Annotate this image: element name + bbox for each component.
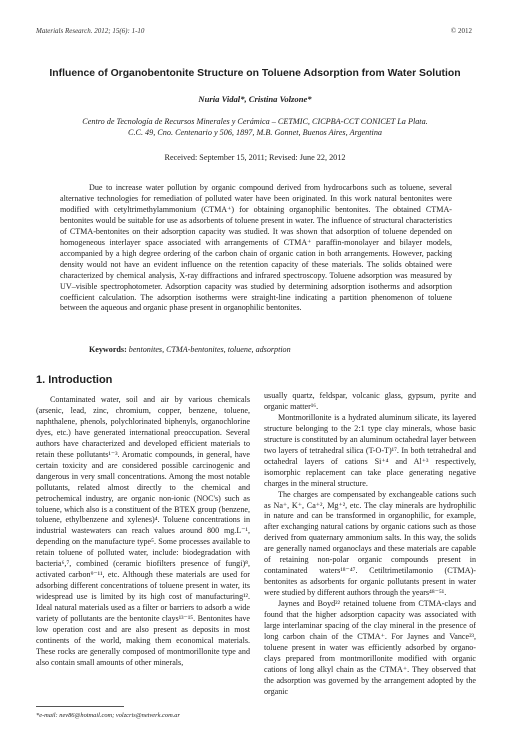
keywords-value: bentonites, CTMA-bentonites, toluene, adsorption (128, 345, 291, 354)
paragraph: usually quartz, feldspar, volcanic glass, gypsum, pyrite and organic matter¹⁶. (264, 391, 476, 411)
paragraph: Montmorillonite is a hydrated aluminum silicate, its layered structure belonging to the 2:1 type clay minerals, whose basic structure is constituted by an aluminum octahedral layer between two layers of tetrahedral silica (T-O-T)¹⁷. In both tetrahedral and octahedral layers of cations Si⁺⁴ and Al⁺³ respectively, isomorphic replacement can take place generating negative charges in the mineral structure. (264, 412, 476, 488)
affiliation-line-1: Centro de Tecnología de Recursos Minerales y Cerámica – CETMIC, CICPBA-CCT CONICET La Plata. (82, 117, 428, 126)
paragraph: Jaynes and Boyd²² retained toluene from CTMA-clays and found that the higher adsorption capacity was associated with large interlaminar spacing of the clay mineral in the presence of long carbon chain of the CTMA⁺. For Jaynes and Vance²³, toluene present in water was efficiently adsorbed by organo-clays prepared from montmorillonite modified with organic cations of long alkyl chain as the CTMA⁺. They observed that the adsorption was governed by the arrangement adopted by the organic (264, 599, 476, 696)
footnote-divider (36, 706, 124, 707)
keywords (89, 345, 291, 354)
authors: Nuria Vidal*, Cristina Volzone* (198, 94, 312, 104)
article-title: Influence of Organobentonite Structure on Toluene Adsorption from Water Solution (49, 68, 461, 79)
copyright-header: © 2012 (450, 27, 472, 35)
footnote-email: *e-mail: nev86@hotmail.com; volzcris@netverk.com.ar (36, 712, 180, 719)
abstract: Due to increase water pollution by organic compound derived from hydrocarbons such as toluene, several alternative technologies for remediation of polluted water have been originated. In this work natural bentonites were modified with cetyltrimethylammonium (CTMA⁺) for obtaining organophilic bentonites. The obtained CTMA-bentonites would be suitable for use as adsorbents of toluene present in water. The influence of structural characteristics of CTMA-bentonites on their adsorption capacity was studied. It was shown that adsorption of toluene depended on homogeneous interlayer space associated with arrangements of CTMA⁺ paraffin-monolayer and bilayer models, accompanied by a high degree ordering of the carbon chain of organic cation in both arrangements. However, packing density would not have an evident influence on the retention capacity of these materials. The solids obtained were characterized by chemical analysis, X-ray diffractions and infrared spectroscopy. Toluene adsorption was measured by UV–visible spectrophotometer. Adsorption capacity was studied by determining adsorption isotherms and adsorption coefficient calculation. The adsorption isotherms were straight-line indicating a partition phenomenon of toluene between the aqueous and organic phase present in organophilic bentonites. (60, 183, 452, 313)
keywords-label: Keywords: (89, 345, 127, 354)
section-heading: 1. Introduction (36, 374, 113, 386)
paragraph: Contaminated water, soil and air by various chemicals (arsenic, lead, zinc, chromium, copper, benzene, toluene, naphthalene, phenols, polychlorinated biphenyls, organochlorine dyes, etc.) have generated international preoccupation. Several authors have characterized and developed efficient materials to retain these pollutants¹⁻³. Aromatic compounds, in general, have certain toxicity and are considered possible carcinogenic and dangerous in very small concentrations. Among the most notable pollutants, related almost directly to the chemical and petrochemical industry, are organic non-ionic (NOC's) such as toluene, which also is a constituent of the BTEX group (benzene, toluene, ethylbenzene and xylenes)⁴. Toluene concentrations in industrial wastewaters can reach values around 800 mg.L⁻¹, depending on the manufacture type⁵. Some processes available to retain toluene of polluted water, include: biodegradation with bacteria⁶,⁷, combined (ceramic biofilters presence of fungi)⁸, activated carbon⁹⁻¹¹, etc. Although these materials are used for adsorbing different concentrations of toluene present in water, its widespread use is limited by its high cost of manufacturing¹². Ideal natural materials used as a filter or barriers to adsorb a wide variety of pollutants are the bentonite clays¹³⁻¹⁵. Bentonites have low operation cost and are also present as deposits in most continents of the world, making them economical materials. These rocks are generally composed of montmorillonite type and also contain small amounts of other minerals, (36, 395, 250, 667)
paragraph: The charges are compensated by exchangeable cations such as Na⁺, K⁺, Ca⁺², Mg⁺², etc. The clay minerals are hydrophilic in nature and can be transformed in organophilic, for example, after exchanging natural cations by organic cations such as those derived from quaternary ammonium salts. In this way, the solids are generally named organoclays and these materials are capable of retaining non-polar organic compounds present in contaminated waters¹⁸⁻⁴⁷. Cetiltrimetilamonio (CTMA)-bentonites as adsorbents for organic pollutants present in water were studied by different authors through the years⁴⁸⁻⁵¹. (264, 489, 476, 598)
received-dates: Received: September 15, 2011; Revised: June 22, 2012 (164, 153, 346, 162)
right-column (264, 391, 476, 698)
journal-header: Materials Research. 2012; 15(6): 1-10 (36, 27, 145, 35)
left-column (36, 395, 250, 669)
affiliation (50, 116, 460, 138)
affiliation-line-2: C.C. 49, Cno. Centenario y 506, 1897, M.B. Gonnet, Buenos Aires, Argentina (127, 128, 383, 137)
